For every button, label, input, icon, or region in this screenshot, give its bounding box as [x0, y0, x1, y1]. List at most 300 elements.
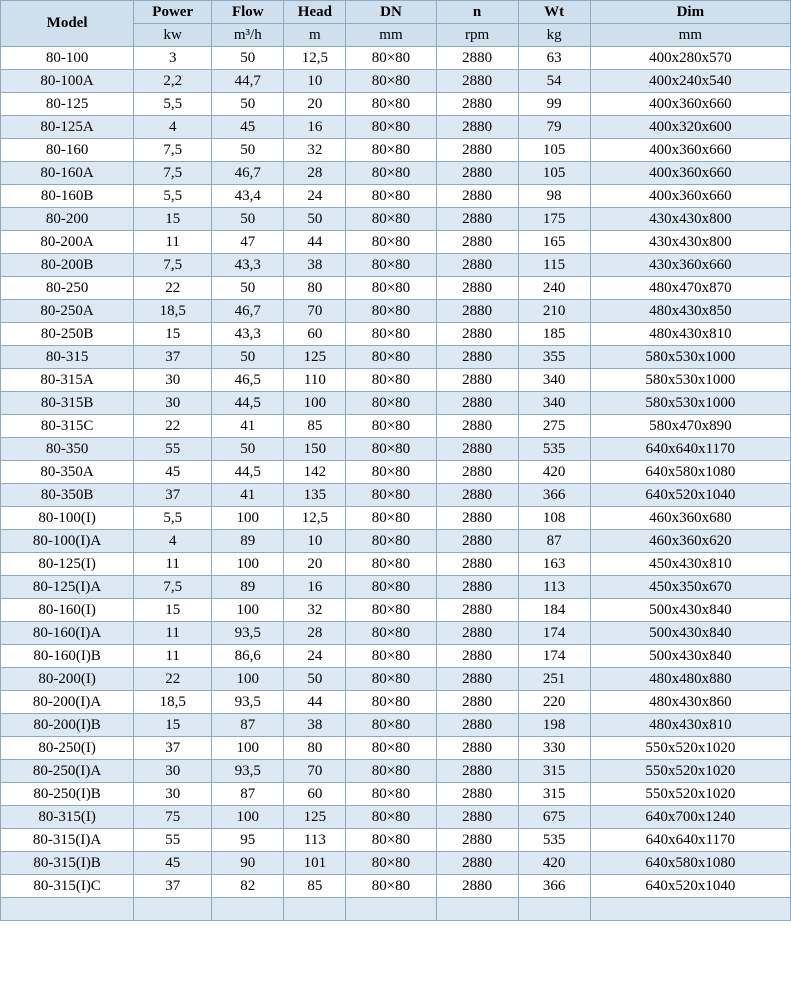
cell-model: 80-200: [1, 208, 134, 231]
cell-model: 80-250(I): [1, 737, 134, 760]
cell-dim: 550x520x1020: [590, 760, 790, 783]
cell-empty: [212, 898, 284, 921]
cell-dn: 80×80: [346, 668, 436, 691]
cell-flow: 100: [212, 737, 284, 760]
cell-power: 45: [134, 852, 212, 875]
column-header-wt: Wt: [518, 1, 590, 24]
cell-dn: 80×80: [346, 185, 436, 208]
cell-model: 80-315(I)A: [1, 829, 134, 852]
cell-head: 16: [284, 116, 346, 139]
cell-wt: 113: [518, 576, 590, 599]
cell-head: 70: [284, 300, 346, 323]
cell-flow: 93,5: [212, 691, 284, 714]
cell-power: 30: [134, 760, 212, 783]
table-row: [1, 806, 791, 829]
cell-n: 2880: [436, 93, 518, 116]
cell-n: 2880: [436, 622, 518, 645]
cell-dn: 80×80: [346, 714, 436, 737]
column-header-flow: Flow: [212, 1, 284, 24]
cell-wt: 366: [518, 484, 590, 507]
table-row: [1, 93, 791, 116]
cell-power: 55: [134, 438, 212, 461]
cell-empty: [518, 898, 590, 921]
column-header-n: n: [436, 1, 518, 24]
cell-n: 2880: [436, 70, 518, 93]
cell-power: 7,5: [134, 576, 212, 599]
cell-dim: 400x360x660: [590, 139, 790, 162]
cell-wt: 175: [518, 208, 590, 231]
cell-wt: 535: [518, 438, 590, 461]
cell-wt: 210: [518, 300, 590, 323]
table-row: [1, 783, 791, 806]
cell-dn: 80×80: [346, 760, 436, 783]
cell-dn: 80×80: [346, 599, 436, 622]
cell-flow: 95: [212, 829, 284, 852]
table-row: [1, 461, 791, 484]
cell-head: 12,5: [284, 47, 346, 70]
cell-head: 32: [284, 599, 346, 622]
cell-n: 2880: [436, 783, 518, 806]
cell-flow: 46,5: [212, 369, 284, 392]
cell-head: 135: [284, 484, 346, 507]
cell-wt: 63: [518, 47, 590, 70]
cell-head: 125: [284, 346, 346, 369]
column-header-model: Model: [1, 1, 134, 47]
cell-n: 2880: [436, 392, 518, 415]
table-row: [1, 254, 791, 277]
cell-n: 2880: [436, 185, 518, 208]
table-row: [1, 208, 791, 231]
cell-n: 2880: [436, 760, 518, 783]
cell-wt: 174: [518, 622, 590, 645]
cell-dim: 460x360x680: [590, 507, 790, 530]
cell-wt: 675: [518, 806, 590, 829]
cell-flow: 43,3: [212, 254, 284, 277]
cell-head: 28: [284, 162, 346, 185]
cell-dim: 480x430x810: [590, 323, 790, 346]
cell-dim: 640x640x1170: [590, 829, 790, 852]
cell-n: 2880: [436, 714, 518, 737]
cell-dim: 430x430x800: [590, 208, 790, 231]
cell-n: 2880: [436, 139, 518, 162]
cell-power: 7,5: [134, 139, 212, 162]
cell-wt: 240: [518, 277, 590, 300]
cell-power: 15: [134, 714, 212, 737]
cell-dn: 80×80: [346, 392, 436, 415]
table-row: [1, 760, 791, 783]
column-unit-wt: kg: [518, 24, 590, 47]
cell-dim: 480x480x880: [590, 668, 790, 691]
cell-flow: 43,3: [212, 323, 284, 346]
table-header: [1, 1, 791, 47]
table-row: [1, 737, 791, 760]
cell-dn: 80×80: [346, 208, 436, 231]
cell-head: 16: [284, 576, 346, 599]
cell-power: 37: [134, 484, 212, 507]
cell-power: 37: [134, 875, 212, 898]
cell-empty: [590, 898, 790, 921]
cell-head: 10: [284, 530, 346, 553]
column-header-power: Power: [134, 1, 212, 24]
cell-wt: 275: [518, 415, 590, 438]
cell-dim: 400x320x600: [590, 116, 790, 139]
cell-dn: 80×80: [346, 553, 436, 576]
table-row-partial: [1, 898, 791, 921]
cell-flow: 82: [212, 875, 284, 898]
table-row: [1, 277, 791, 300]
cell-power: 37: [134, 346, 212, 369]
cell-dn: 80×80: [346, 461, 436, 484]
cell-wt: 108: [518, 507, 590, 530]
cell-n: 2880: [436, 369, 518, 392]
cell-head: 113: [284, 829, 346, 852]
table-row: [1, 829, 791, 852]
cell-power: 2,2: [134, 70, 212, 93]
table-row: [1, 70, 791, 93]
cell-power: 4: [134, 530, 212, 553]
cell-dim: 400x360x660: [590, 162, 790, 185]
cell-n: 2880: [436, 530, 518, 553]
cell-head: 110: [284, 369, 346, 392]
cell-dim: 640x580x1080: [590, 852, 790, 875]
cell-wt: 340: [518, 392, 590, 415]
cell-wt: 163: [518, 553, 590, 576]
cell-dim: 430x360x660: [590, 254, 790, 277]
cell-n: 2880: [436, 208, 518, 231]
column-unit-n: rpm: [436, 24, 518, 47]
cell-flow: 100: [212, 553, 284, 576]
cell-wt: 99: [518, 93, 590, 116]
cell-n: 2880: [436, 277, 518, 300]
cell-flow: 41: [212, 415, 284, 438]
table-row: [1, 484, 791, 507]
cell-model: 80-200(I): [1, 668, 134, 691]
cell-dim: 500x430x840: [590, 599, 790, 622]
cell-head: 85: [284, 415, 346, 438]
cell-dim: 500x430x840: [590, 645, 790, 668]
cell-n: 2880: [436, 645, 518, 668]
cell-model: 80-315(I)B: [1, 852, 134, 875]
table-row: [1, 576, 791, 599]
table-row: [1, 392, 791, 415]
cell-dim: 400x240x540: [590, 70, 790, 93]
cell-n: 2880: [436, 829, 518, 852]
table-body: [1, 47, 791, 921]
table-row: [1, 622, 791, 645]
cell-model: 80-125(I)A: [1, 576, 134, 599]
cell-power: 22: [134, 668, 212, 691]
cell-model: 80-315(I): [1, 806, 134, 829]
cell-dn: 80×80: [346, 737, 436, 760]
cell-dim: 550x520x1020: [590, 737, 790, 760]
table-row: [1, 438, 791, 461]
cell-flow: 50: [212, 93, 284, 116]
column-unit-power: kw: [134, 24, 212, 47]
cell-dn: 80×80: [346, 346, 436, 369]
cell-head: 28: [284, 622, 346, 645]
cell-n: 2880: [436, 116, 518, 139]
cell-wt: 340: [518, 369, 590, 392]
cell-model: 80-160(I)B: [1, 645, 134, 668]
cell-wt: 535: [518, 829, 590, 852]
cell-power: 11: [134, 622, 212, 645]
cell-power: 30: [134, 369, 212, 392]
cell-dim: 460x360x620: [590, 530, 790, 553]
cell-dn: 80×80: [346, 415, 436, 438]
cell-n: 2880: [436, 231, 518, 254]
cell-dn: 80×80: [346, 507, 436, 530]
cell-model: 80-160B: [1, 185, 134, 208]
column-header-head: Head: [284, 1, 346, 24]
cell-dim: 640x640x1170: [590, 438, 790, 461]
cell-dim: 580x530x1000: [590, 392, 790, 415]
cell-dn: 80×80: [346, 645, 436, 668]
table-row: [1, 507, 791, 530]
cell-dn: 80×80: [346, 484, 436, 507]
cell-head: 50: [284, 208, 346, 231]
cell-wt: 315: [518, 783, 590, 806]
cell-power: 15: [134, 599, 212, 622]
cell-power: 7,5: [134, 254, 212, 277]
cell-model: 80-250(I)B: [1, 783, 134, 806]
cell-flow: 46,7: [212, 300, 284, 323]
cell-flow: 89: [212, 530, 284, 553]
column-header-dn: DN: [346, 1, 436, 24]
cell-head: 85: [284, 875, 346, 898]
cell-power: 18,5: [134, 300, 212, 323]
cell-power: 22: [134, 415, 212, 438]
cell-power: 11: [134, 553, 212, 576]
cell-head: 12,5: [284, 507, 346, 530]
table-row: [1, 369, 791, 392]
cell-wt: 198: [518, 714, 590, 737]
cell-wt: 220: [518, 691, 590, 714]
cell-dim: 450x430x810: [590, 553, 790, 576]
cell-n: 2880: [436, 668, 518, 691]
cell-dn: 80×80: [346, 806, 436, 829]
cell-wt: 420: [518, 852, 590, 875]
cell-model: 80-160: [1, 139, 134, 162]
table-row: [1, 323, 791, 346]
cell-flow: 93,5: [212, 622, 284, 645]
cell-flow: 100: [212, 668, 284, 691]
cell-dn: 80×80: [346, 231, 436, 254]
cell-dim: 480x430x860: [590, 691, 790, 714]
cell-flow: 50: [212, 346, 284, 369]
cell-dn: 80×80: [346, 576, 436, 599]
cell-model: 80-350A: [1, 461, 134, 484]
cell-head: 32: [284, 139, 346, 162]
cell-n: 2880: [436, 737, 518, 760]
column-unit-dn: mm: [346, 24, 436, 47]
cell-dn: 80×80: [346, 530, 436, 553]
cell-head: 10: [284, 70, 346, 93]
cell-wt: 355: [518, 346, 590, 369]
cell-dn: 80×80: [346, 438, 436, 461]
cell-model: 80-100A: [1, 70, 134, 93]
cell-model: 80-315A: [1, 369, 134, 392]
cell-n: 2880: [436, 254, 518, 277]
cell-dim: 580x530x1000: [590, 346, 790, 369]
cell-model: 80-125: [1, 93, 134, 116]
cell-head: 38: [284, 714, 346, 737]
cell-dn: 80×80: [346, 829, 436, 852]
cell-dn: 80×80: [346, 875, 436, 898]
cell-power: 22: [134, 277, 212, 300]
cell-n: 2880: [436, 852, 518, 875]
cell-dim: 500x430x840: [590, 622, 790, 645]
cell-flow: 86,6: [212, 645, 284, 668]
cell-wt: 315: [518, 760, 590, 783]
cell-n: 2880: [436, 47, 518, 70]
cell-wt: 165: [518, 231, 590, 254]
table-row: [1, 231, 791, 254]
column-unit-head: m: [284, 24, 346, 47]
cell-flow: 41: [212, 484, 284, 507]
cell-head: 20: [284, 553, 346, 576]
cell-model: 80-160(I): [1, 599, 134, 622]
cell-dim: 480x430x810: [590, 714, 790, 737]
cell-flow: 50: [212, 139, 284, 162]
cell-model: 80-250(I)A: [1, 760, 134, 783]
cell-flow: 50: [212, 47, 284, 70]
cell-head: 80: [284, 737, 346, 760]
table-row: [1, 691, 791, 714]
cell-model: 80-315(I)C: [1, 875, 134, 898]
cell-head: 38: [284, 254, 346, 277]
cell-dim: 550x520x1020: [590, 783, 790, 806]
table-row: [1, 599, 791, 622]
cell-model: 80-350B: [1, 484, 134, 507]
cell-empty: [346, 898, 436, 921]
cell-empty: [1, 898, 134, 921]
cell-model: 80-250: [1, 277, 134, 300]
cell-power: 30: [134, 392, 212, 415]
cell-power: 4: [134, 116, 212, 139]
cell-power: 5,5: [134, 93, 212, 116]
cell-power: 15: [134, 323, 212, 346]
cell-flow: 50: [212, 438, 284, 461]
cell-model: 80-250B: [1, 323, 134, 346]
cell-dn: 80×80: [346, 139, 436, 162]
cell-wt: 105: [518, 139, 590, 162]
table-row: [1, 139, 791, 162]
cell-flow: 45: [212, 116, 284, 139]
cell-model: 80-200(I)B: [1, 714, 134, 737]
cell-dim: 580x470x890: [590, 415, 790, 438]
cell-dn: 80×80: [346, 852, 436, 875]
cell-power: 11: [134, 231, 212, 254]
cell-dim: 430x430x800: [590, 231, 790, 254]
column-header-dim: Dim: [590, 1, 790, 24]
cell-dim: 640x700x1240: [590, 806, 790, 829]
cell-wt: 366: [518, 875, 590, 898]
cell-dim: 450x350x670: [590, 576, 790, 599]
cell-dim: 640x520x1040: [590, 875, 790, 898]
cell-flow: 44,7: [212, 70, 284, 93]
cell-dn: 80×80: [346, 47, 436, 70]
table-row: [1, 530, 791, 553]
cell-n: 2880: [436, 162, 518, 185]
cell-flow: 93,5: [212, 760, 284, 783]
cell-head: 70: [284, 760, 346, 783]
cell-flow: 89: [212, 576, 284, 599]
cell-power: 15: [134, 208, 212, 231]
cell-head: 150: [284, 438, 346, 461]
cell-head: 24: [284, 185, 346, 208]
cell-model: 80-315C: [1, 415, 134, 438]
cell-power: 75: [134, 806, 212, 829]
cell-power: 30: [134, 783, 212, 806]
cell-n: 2880: [436, 346, 518, 369]
cell-wt: 87: [518, 530, 590, 553]
cell-head: 44: [284, 691, 346, 714]
cell-power: 5,5: [134, 507, 212, 530]
cell-dim: 400x280x570: [590, 47, 790, 70]
table-row: [1, 162, 791, 185]
cell-n: 2880: [436, 323, 518, 346]
table-row: [1, 875, 791, 898]
cell-dn: 80×80: [346, 254, 436, 277]
cell-wt: 54: [518, 70, 590, 93]
table-row: [1, 645, 791, 668]
cell-flow: 100: [212, 806, 284, 829]
cell-flow: 87: [212, 714, 284, 737]
cell-n: 2880: [436, 484, 518, 507]
cell-power: 5,5: [134, 185, 212, 208]
cell-model: 80-200A: [1, 231, 134, 254]
cell-empty: [134, 898, 212, 921]
cell-n: 2880: [436, 553, 518, 576]
cell-n: 2880: [436, 507, 518, 530]
cell-wt: 174: [518, 645, 590, 668]
cell-dim: 400x360x660: [590, 93, 790, 116]
cell-dim: 400x360x660: [590, 185, 790, 208]
cell-n: 2880: [436, 806, 518, 829]
cell-dim: 580x530x1000: [590, 369, 790, 392]
cell-wt: 330: [518, 737, 590, 760]
cell-wt: 420: [518, 461, 590, 484]
cell-head: 24: [284, 645, 346, 668]
cell-wt: 184: [518, 599, 590, 622]
cell-head: 44: [284, 231, 346, 254]
cell-dn: 80×80: [346, 622, 436, 645]
column-unit-dim: mm: [590, 24, 790, 47]
cell-head: 60: [284, 783, 346, 806]
cell-flow: 44,5: [212, 461, 284, 484]
cell-empty: [284, 898, 346, 921]
table-row: [1, 668, 791, 691]
cell-wt: 105: [518, 162, 590, 185]
column-unit-flow: m³/h: [212, 24, 284, 47]
cell-dim: 480x470x870: [590, 277, 790, 300]
cell-flow: 50: [212, 277, 284, 300]
cell-flow: 100: [212, 507, 284, 530]
cell-model: 80-125(I): [1, 553, 134, 576]
cell-dn: 80×80: [346, 323, 436, 346]
cell-head: 142: [284, 461, 346, 484]
cell-wt: 185: [518, 323, 590, 346]
header-row-titles: [1, 1, 791, 24]
cell-flow: 44,5: [212, 392, 284, 415]
cell-head: 50: [284, 668, 346, 691]
table-row: [1, 116, 791, 139]
cell-power: 11: [134, 645, 212, 668]
cell-flow: 87: [212, 783, 284, 806]
cell-dn: 80×80: [346, 116, 436, 139]
cell-flow: 100: [212, 599, 284, 622]
cell-n: 2880: [436, 691, 518, 714]
